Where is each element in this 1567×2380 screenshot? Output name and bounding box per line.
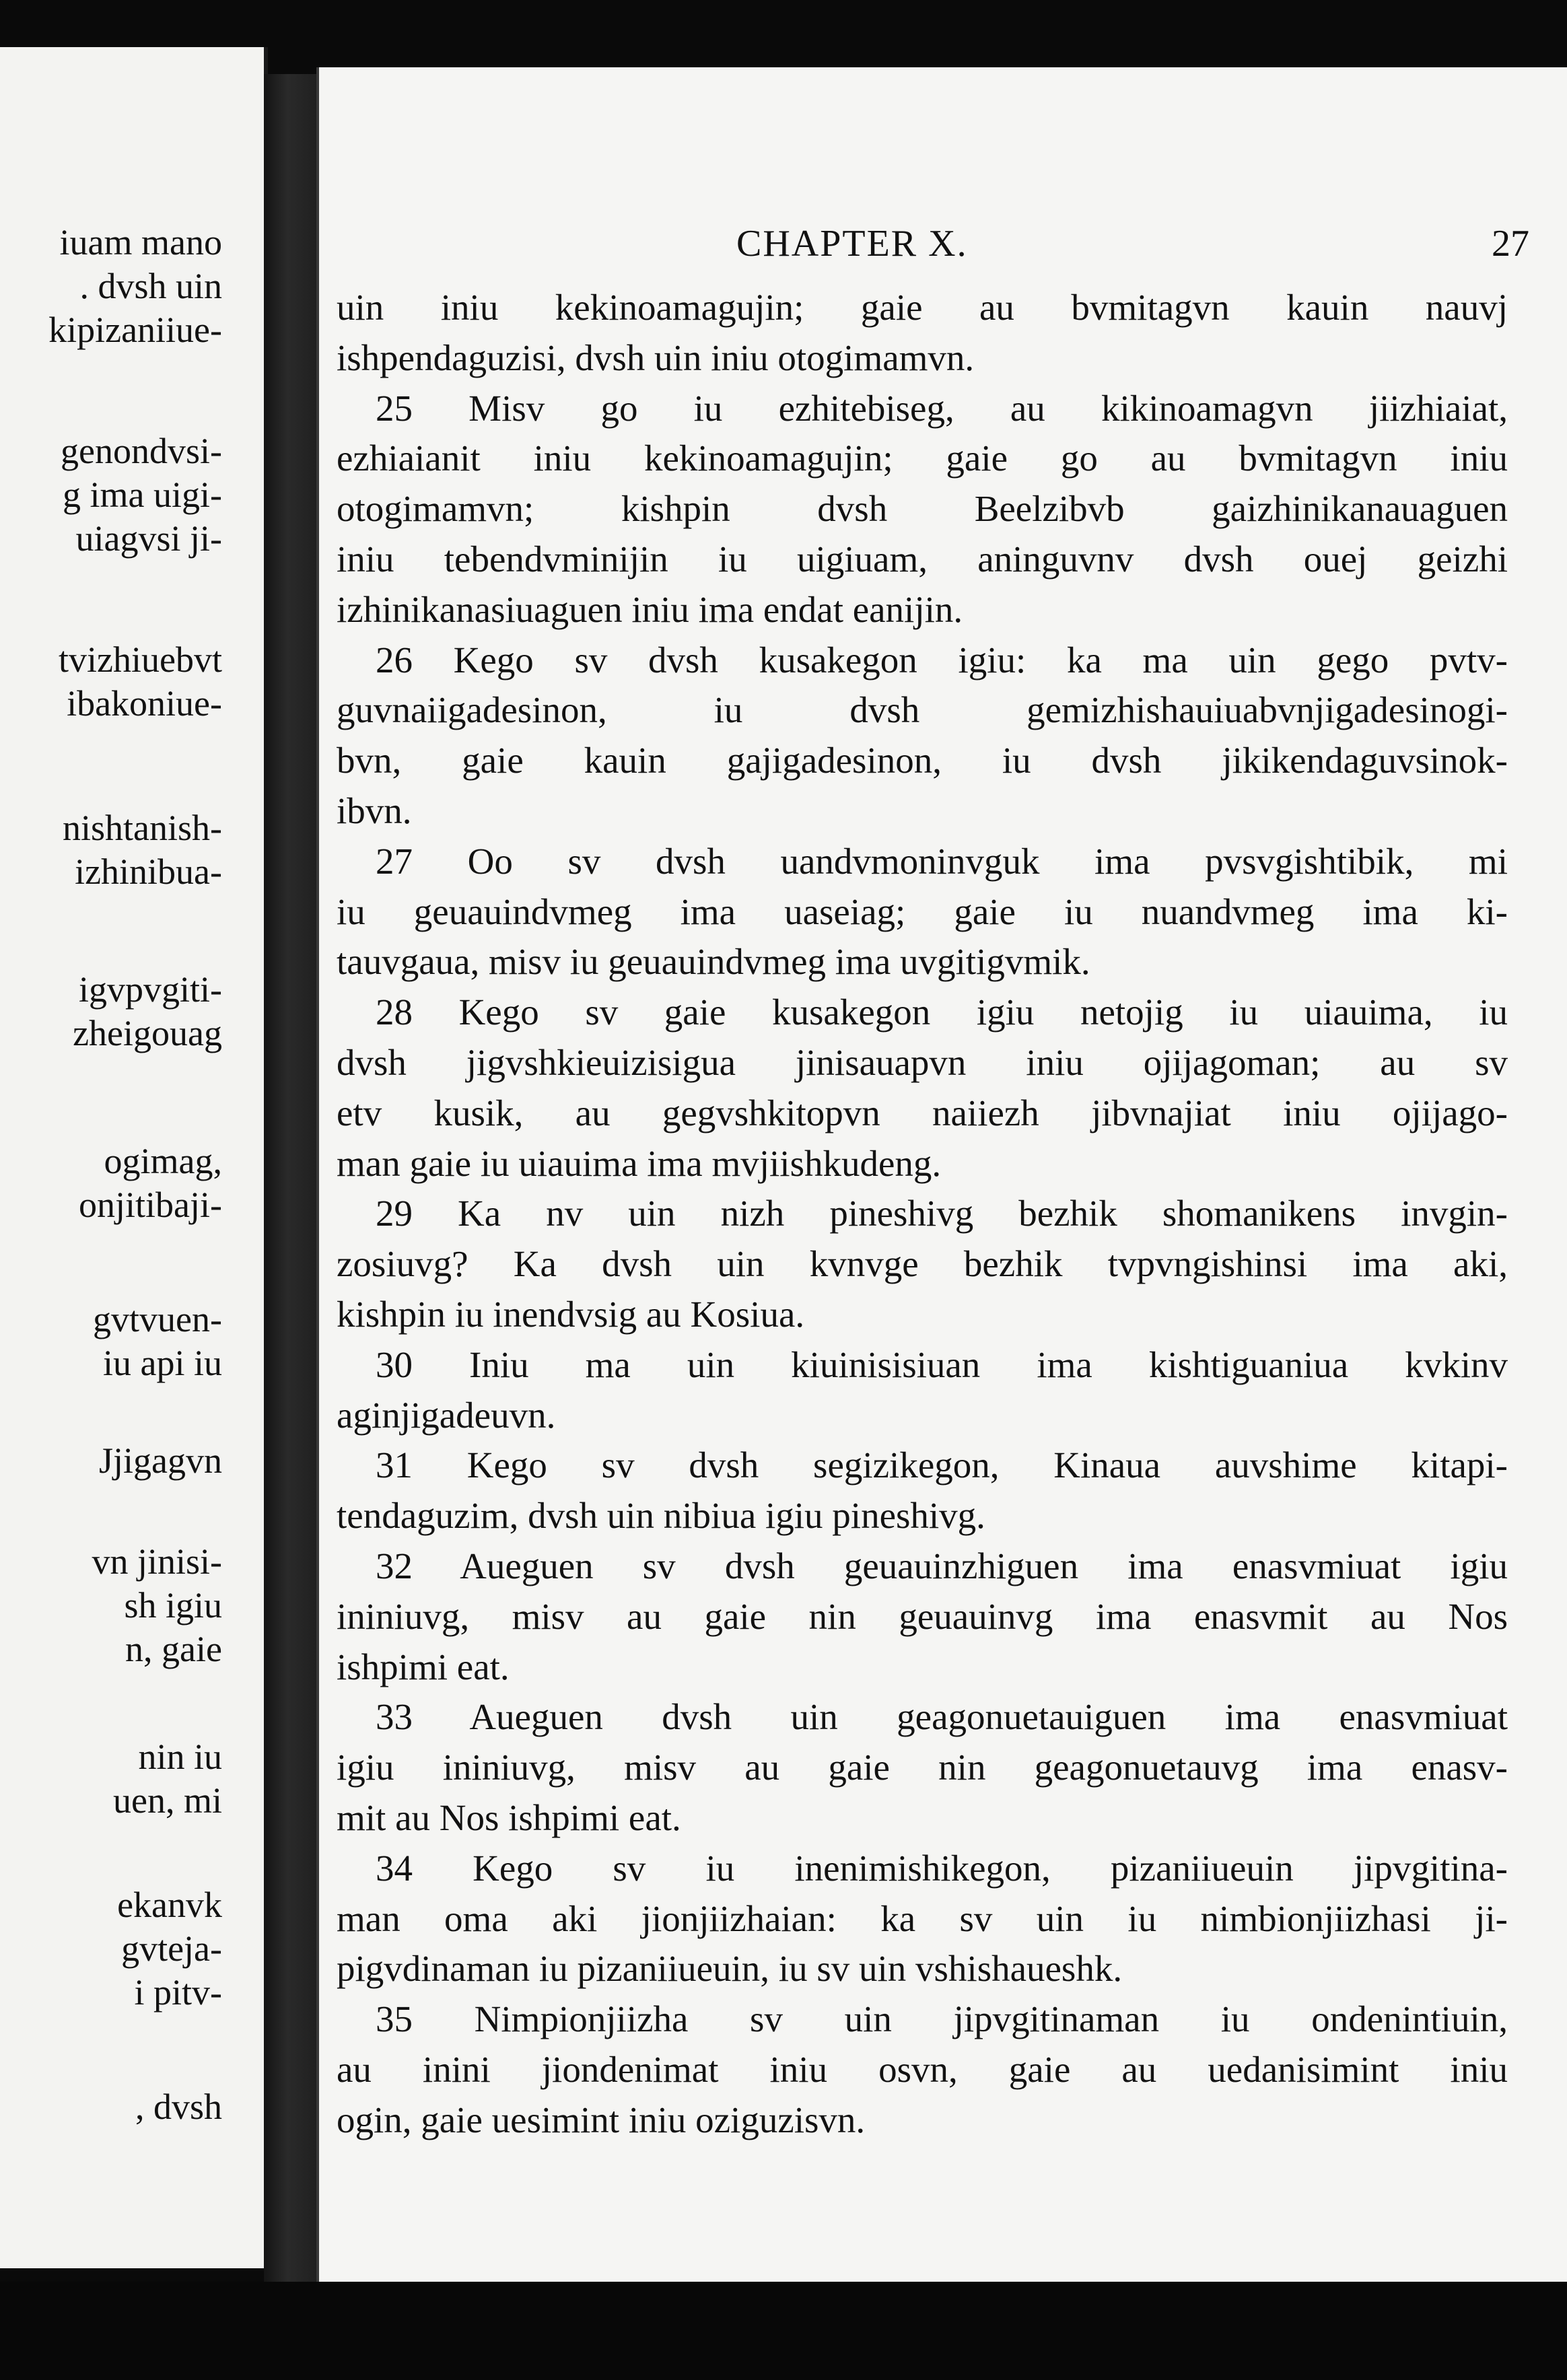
text-line: 26 Kego sv dvsh kusakegon igiu: ka ma uin gego pvtv- <box>376 639 1508 680</box>
text-line: ibvn. <box>337 790 412 831</box>
text-line: kishpin iu inendvsig au Kosiua. <box>337 1293 805 1335</box>
facing-page-text-fragment: ekanvk <box>117 1885 222 1925</box>
facing-page-text-fragment: iu api iu <box>103 1343 222 1383</box>
facing-page-text-fragment: g ima uigi- <box>63 475 222 515</box>
text-line: 29 Ka nv uin nizh pineshivg bezhik shomanikens invgin- <box>376 1193 1508 1234</box>
body-text <box>337 283 1508 2145</box>
running-title: CHAPTER X. <box>736 223 968 265</box>
text-line: tendaguzim, dvsh uin nibiua igiu pineshivg. <box>337 1495 985 1537</box>
facing-page-text-fragment: sh igiu <box>124 1585 222 1625</box>
page <box>316 67 1567 2302</box>
text-line: izhinikanasiuaguen iniu ima endat eanijin. <box>337 588 963 630</box>
facing-page-text-fragment: , dvsh <box>135 2087 222 2127</box>
text-line: uin iniu kekinoamagujin; gaie au bvmitagvn kauin nauvj <box>337 287 1508 328</box>
facing-page-text-fragment: i pitv- <box>134 1972 222 2013</box>
facing-page-text-fragment: onjitibaji- <box>79 1185 222 1225</box>
facing-page-text-fragment: tvizhiuebvt <box>59 639 222 680</box>
text-line: man gaie iu uiauima ima mvjiishkudeng. <box>337 1142 942 1184</box>
facing-page-text-fragment: ibakoniue- <box>67 683 222 724</box>
facing-page-text-fragment: gvtvuen- <box>93 1299 222 1339</box>
book-gutter <box>264 74 323 2295</box>
text-line: 27 Oo sv dvsh uandvmoninvguk ima pvsvgishtibik, mi <box>376 840 1508 882</box>
facing-page-text-fragment: zheigouag <box>73 1013 222 1053</box>
text-line: ininiuvg, misv au gaie nin geuauinvg ima enasvmit au Nos <box>337 1595 1508 1637</box>
facing-page-text-fragment: izhinibua- <box>75 851 222 892</box>
text-line: 34 Kego sv iu inenimishikegon, pizaniiueuin jipvgitina- <box>376 1847 1508 1889</box>
facing-page-text-fragment: Jjigagvn <box>99 1440 222 1481</box>
text-line: otogimamvn; kishpin dvsh Beelzibvb gaizhinikanauaguen <box>337 488 1508 530</box>
text-line: mit au Nos ishpimi eat. <box>337 1796 681 1838</box>
text-line: ezhiaianit iniu kekinoamagujin; gaie go au bvmitagvn iniu <box>337 438 1508 479</box>
text-line: man oma aki jionjiizhaian: ka sv uin iu nimbionjiizhasi ji- <box>337 1897 1508 1939</box>
text-line: dvsh jigvshkieuizisigua jinisauapvn iniu ojijagoman; au sv <box>337 1041 1508 1083</box>
text-line: iniu tebendvminijin iu uigiuam, aninguvnv dvsh ouej geizhi <box>337 538 1508 580</box>
text-line: 32 Aueguen sv dvsh geuauinzhiguen ima enasvmiuat igiu <box>376 1545 1508 1586</box>
facing-page-text-fragment: igvpvgiti- <box>79 969 222 1010</box>
text-line: zosiuvg? Ka dvsh uin kvnvge bezhik tvpvngishinsi ima aki, <box>337 1243 1508 1285</box>
text-line: tauvgaua, misv iu geuauindvmeg ima uvgitigvmik. <box>337 941 1090 983</box>
text-line: 28 Kego sv gaie kusakegon igiu netojig iu uiauima, iu <box>376 991 1508 1033</box>
facing-page-text-fragment: uen, mi <box>113 1780 222 1821</box>
text-line: bvn, gaie kauin gajigadesinon, iu dvsh jikikendaguvsinok- <box>337 740 1508 781</box>
facing-page-text-fragment: kipizaniiue- <box>48 310 222 350</box>
facing-page-text-fragment: nishtanish- <box>63 808 222 848</box>
facing-page-text-fragment: n, gaie <box>125 1629 222 1669</box>
facing-page-text-fragment: iuam mano <box>59 222 222 262</box>
text-line: igiu ininiuvg, misv au gaie nin geagonuetauvg ima enasv- <box>337 1747 1508 1788</box>
text-line: 31 Kego sv dvsh segizikegon, Kinaua auvshime kitapi- <box>376 1444 1508 1486</box>
facing-page-text-fragment: vn jinisi- <box>92 1541 222 1582</box>
facing-page-text-fragment: . dvsh uin <box>79 266 222 306</box>
scan-border <box>0 2282 1567 2380</box>
facing-page-text-fragment: genondvsi- <box>61 431 222 471</box>
text-line: etv kusik, au gegvshkitopvn naiiezh jibvnajiat iniu ojijago- <box>337 1092 1508 1133</box>
text-line: au inini jiondenimat iniu osvn, gaie au uedanisimint iniu <box>337 2048 1508 2090</box>
text-line: 35 Nimpionjiizha sv uin jipvgitinaman iu ondenintiuin, <box>376 1998 1508 2040</box>
facing-page-text-fragment: gvteja- <box>121 1928 222 1969</box>
facing-page-text-fragment: uiagvsi ji- <box>75 518 222 559</box>
text-line: pigvdinaman iu pizaniiueuin, iu sv uin vshishaueshk. <box>337 1948 1123 1990</box>
page-header <box>319 222 1567 276</box>
text-line: 33 Aueguen dvsh uin geagonuetauiguen ima enasvmiuat <box>376 1696 1508 1738</box>
text-line: aginjigadeuvn. <box>337 1394 556 1436</box>
facing-page-text-fragment: nin iu <box>138 1737 222 1777</box>
page-number: 27 <box>1492 223 1529 265</box>
text-line: 30 Iniu ma uin kiuinisisiuan ima kishtiguaniua kvkinv <box>376 1343 1508 1385</box>
facing-page-fragment <box>0 47 268 2268</box>
text-line: ishpendaguzisi, dvsh uin iniu otogimamvn. <box>337 337 975 378</box>
text-line: guvnaiigadesinon, iu dvsh gemizhishauiuabvnjigadesinogi- <box>337 689 1508 731</box>
text-line: ishpimi eat. <box>337 1646 510 1687</box>
text-line: iu geuauindvmeg ima uaseiag; gaie iu nuandvmeg ima ki- <box>337 890 1508 932</box>
text-line: 25 Misv go iu ezhitebiseg, au kikinoamagvn jiizhiaiat, <box>376 387 1508 429</box>
facing-page-text-fragment: ogimag, <box>104 1141 222 1181</box>
text-line: ogin, gaie uesimint iniu oziguzisvn. <box>337 2099 866 2140</box>
